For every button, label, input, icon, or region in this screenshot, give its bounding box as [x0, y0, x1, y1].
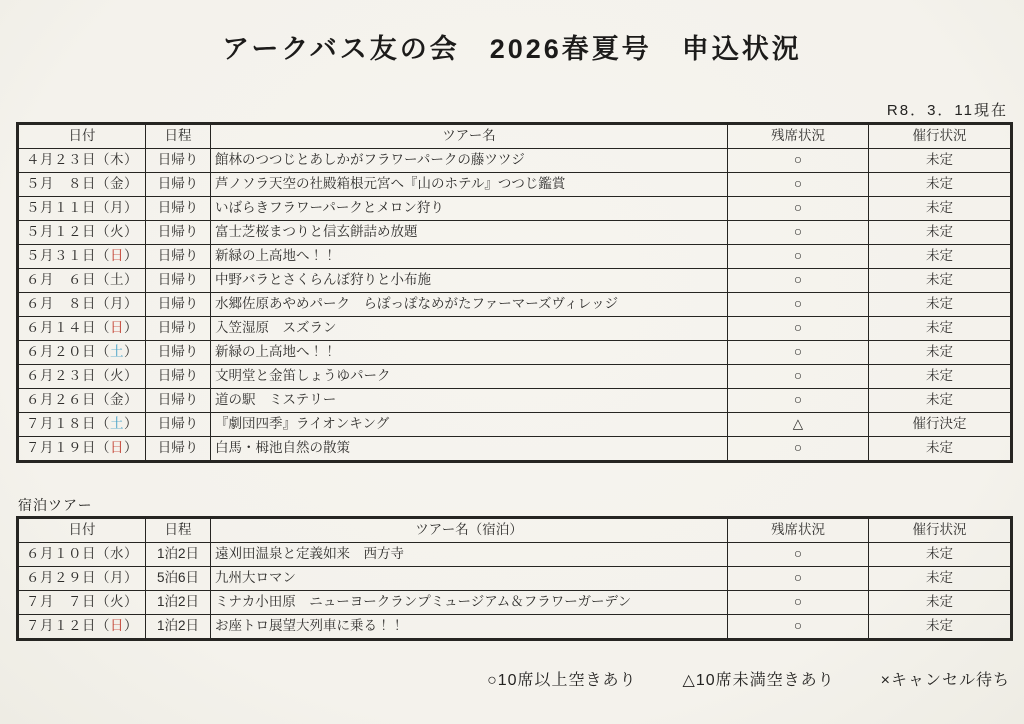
day-of-week: 日: [110, 618, 124, 634]
table-row: [18, 567, 1012, 591]
seats-status-symbol: ○: [728, 317, 869, 341]
tour-schedule: 日帰り: [146, 269, 211, 293]
seats-status-symbol: ○: [728, 543, 869, 567]
tour-name: 新緑の上高地へ！！: [211, 341, 728, 365]
tour-date: ５月１１日（月）: [18, 197, 146, 221]
tour-schedule: 日帰り: [146, 389, 211, 413]
tour-name: 中野バラとさくらんぼ狩りと小布施: [211, 269, 728, 293]
tour-name: 『劇団四季』ライオンキング: [211, 413, 728, 437]
seats-status-symbol: ○: [728, 341, 869, 365]
tour-schedule: 1泊2日: [146, 615, 211, 640]
seats-status-symbol: ○: [728, 567, 869, 591]
operation-status: 未定: [869, 615, 1012, 640]
table-row: [18, 269, 1012, 293]
tour-date: ６月 ８日（月）: [18, 293, 146, 317]
seats-status-symbol: ○: [728, 221, 869, 245]
header-row: [18, 124, 1012, 149]
seat-status-legend: [487, 667, 1010, 690]
table-row: [18, 437, 1012, 462]
tour-name: 九州大ロマン: [211, 567, 728, 591]
tour-schedule: 日帰り: [146, 437, 211, 462]
column-header-seats: 残席状況: [728, 124, 869, 149]
tour-schedule: 日帰り: [146, 173, 211, 197]
seats-status-symbol: ○: [728, 149, 869, 173]
seats-status-symbol: ○: [728, 293, 869, 317]
operation-status: 未定: [869, 317, 1012, 341]
tour-schedule: 1泊2日: [146, 591, 211, 615]
legend-item-circle: ○10席以上空きあり: [487, 672, 637, 689]
table-row: [18, 317, 1012, 341]
column-header-operation: 催行状況: [869, 124, 1012, 149]
day-of-week: 日: [110, 248, 124, 264]
tour-date: ４月２３日（木）: [18, 149, 146, 173]
operation-status: 未定: [869, 149, 1012, 173]
table-row: [18, 173, 1012, 197]
tour-name: お座トロ展望大列車に乗る！！: [211, 615, 728, 640]
tour-date: ７月１８日（土）: [18, 413, 146, 437]
table-row: [18, 221, 1012, 245]
tour-name: 白馬・栂池自然の散策: [211, 437, 728, 462]
lodging-table: [16, 516, 1013, 641]
table-row: [18, 365, 1012, 389]
tour-date: ６月１０日（水）: [18, 543, 146, 567]
tour-name: 館林のつつじとあしかがフラワーパークの藤ツツジ: [211, 149, 728, 173]
tour-date: ６月１４日（日）: [18, 317, 146, 341]
tour-schedule: 日帰り: [146, 365, 211, 389]
table-row: [18, 389, 1012, 413]
tour-date: ６月２６日（金）: [18, 389, 146, 413]
operation-status: 催行決定: [869, 413, 1012, 437]
day-of-week: 土: [110, 416, 124, 432]
day-of-week: 日: [110, 320, 124, 336]
column-header-seats: 残席状況: [728, 518, 869, 543]
day-of-week: 土: [110, 344, 124, 360]
day-of-week: 日: [110, 440, 124, 456]
table-row: [18, 543, 1012, 567]
tour-schedule: 5泊6日: [146, 567, 211, 591]
legend-item-triangle: △10席未満空きあり: [682, 672, 835, 689]
tour-name: 芦ノソラ天空の社殿箱根元宮へ『山のホテル』つつじ鑑賞: [211, 173, 728, 197]
table-row: [18, 245, 1012, 269]
table-row: [18, 149, 1012, 173]
seats-status-symbol: ○: [728, 591, 869, 615]
tour-schedule: 日帰り: [146, 317, 211, 341]
seats-status-symbol: ○: [728, 269, 869, 293]
tour-date: ６月２３日（火）: [18, 365, 146, 389]
lodging-section-label: 宿泊ツアー: [18, 497, 93, 513]
operation-status: 未定: [869, 221, 1012, 245]
operation-status: 未定: [869, 341, 1012, 365]
operation-status: 未定: [869, 197, 1012, 221]
operation-status: 未定: [869, 293, 1012, 317]
operation-status: 未定: [869, 173, 1012, 197]
tour-date: ６月２９日（月）: [18, 567, 146, 591]
table-row: [18, 615, 1012, 640]
tour-schedule: 日帰り: [146, 245, 211, 269]
tour-name: 新緑の上高地へ！！: [211, 245, 728, 269]
header-row: [18, 518, 1012, 543]
seats-status-symbol: ○: [728, 245, 869, 269]
tour-name: 遠刈田温泉と定義如来 西方寺: [211, 543, 728, 567]
table-row: [18, 591, 1012, 615]
column-header-date: 日付: [18, 518, 146, 543]
column-header-date: 日付: [18, 124, 146, 149]
tour-name: 道の駅 ミステリー: [211, 389, 728, 413]
tour-date: ５月１２日（火）: [18, 221, 146, 245]
table-row: [18, 293, 1012, 317]
seats-status-symbol: ○: [728, 437, 869, 462]
tour-schedule: 日帰り: [146, 341, 211, 365]
tour-date: ５月３１日（日）: [18, 245, 146, 269]
table-row: [18, 413, 1012, 437]
tour-date: ６月２０日（土）: [18, 341, 146, 365]
tour-date: ７月１２日（日）: [18, 615, 146, 640]
operation-status: 未定: [869, 437, 1012, 462]
as-of-date: R8．3．11現在: [886, 102, 1008, 119]
seats-status-symbol: △: [728, 413, 869, 437]
operation-status: 未定: [869, 389, 1012, 413]
seats-status-symbol: ○: [728, 389, 869, 413]
tour-date: ７月 ７日（火）: [18, 591, 146, 615]
tour-schedule: 1泊2日: [146, 543, 211, 567]
day-trip-table: [16, 122, 1013, 463]
seats-status-symbol: ○: [728, 365, 869, 389]
column-header-schedule: 日程: [146, 518, 211, 543]
tour-name: ミナカ小田原 ニューヨークランプミュージアム＆フラワーガーデン: [211, 591, 728, 615]
tour-name: 水郷佐原あやめパーク らぽっぽなめがたファーマーズヴィレッジ: [211, 293, 728, 317]
operation-status: 未定: [869, 591, 1012, 615]
tour-name: いばらきフラワーパークとメロン狩り: [211, 197, 728, 221]
tour-schedule: 日帰り: [146, 149, 211, 173]
tour-schedule: 日帰り: [146, 413, 211, 437]
tour-date: ５月 ８日（金）: [18, 173, 146, 197]
column-header-operation: 催行状況: [869, 518, 1012, 543]
tour-name: 入笠湿原 スズラン: [211, 317, 728, 341]
tour-schedule: 日帰り: [146, 221, 211, 245]
table-row: [18, 341, 1012, 365]
operation-status: 未定: [869, 365, 1012, 389]
operation-status: 未定: [869, 269, 1012, 293]
page-title: アークバス友の会 2026春夏号 申込状況: [222, 34, 802, 64]
column-header-tour-name: ツアー名: [211, 124, 728, 149]
column-header-tour-name: ツアー名（宿泊）: [211, 518, 728, 543]
operation-status: 未定: [869, 567, 1012, 591]
column-header-schedule: 日程: [146, 124, 211, 149]
seats-status-symbol: ○: [728, 173, 869, 197]
tour-schedule: 日帰り: [146, 293, 211, 317]
tour-date: ７月１９日（日）: [18, 437, 146, 462]
tour-name: 文明堂と金笛しょうゆパーク: [211, 365, 728, 389]
operation-status: 未定: [869, 245, 1012, 269]
legend-item-cross: ×キャンセル待ち: [880, 672, 1010, 689]
seats-status-symbol: ○: [728, 615, 869, 640]
seats-status-symbol: ○: [728, 197, 869, 221]
operation-status: 未定: [869, 543, 1012, 567]
tour-name: 富士芝桜まつりと信玄餅詰め放題: [211, 221, 728, 245]
table-row: [18, 197, 1012, 221]
tour-date: ６月 ６日（土）: [18, 269, 146, 293]
tour-schedule: 日帰り: [146, 197, 211, 221]
